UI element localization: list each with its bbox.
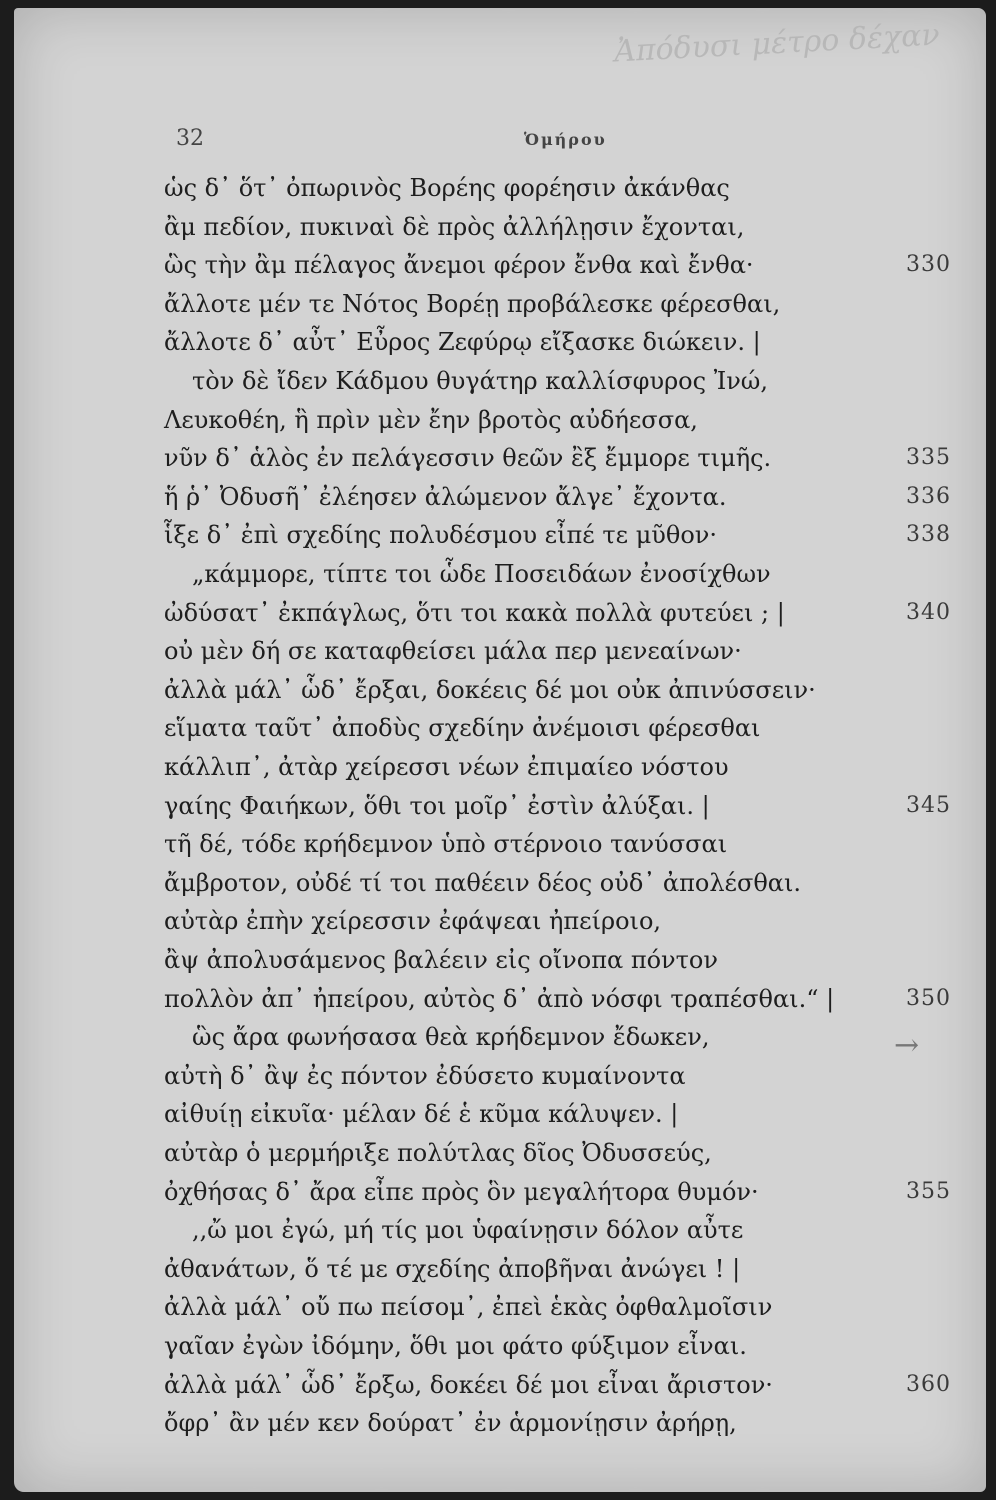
verse-line: αὐτὰρ ὁ μερμήριξε πολύτλας δῖος Ὀδυσσεύς,	[164, 1139, 712, 1167]
verse-line: Λευκοθέη, ἣ πρὶν μὲν ἔην βροτὸς αὐδήεσσα,	[164, 405, 698, 434]
verse-line: νῦν δ᾽ ἁλὸς ἐν πελάγεσσιν θεῶν ἒξ ἔμμορε τιμῆς.	[164, 444, 772, 473]
verse-line: ἷξε δ᾽ ἐπὶ σχεδίης πολυδέσμου εἶπέ τε μῦθον·	[164, 521, 718, 550]
verse-number: 338	[906, 522, 951, 548]
verse-line: ἥ ῥ᾽ Ὀδυσῆ᾽ ἐλέησεν ἀλώμενον ἄλγε᾽ ἔχοντα.	[164, 482, 727, 511]
verse-number: 340	[906, 599, 951, 625]
verse-line: ἀλλὰ μάλ᾽ ὧδ᾽ ἔρξαι, δοκέεις δέ μοι οὐκ ἀπινύσσειν·	[164, 675, 816, 704]
verse-line: γαίης Φαιήκων, ὅθι τοι μοῖρ᾽ ἐστὶν ἀλύξαι. |	[164, 791, 710, 820]
verse-number: 360	[906, 1371, 951, 1397]
verse-number: 336	[906, 483, 951, 509]
running-title: Ὁμήρου	[524, 130, 607, 149]
book-page	[14, 8, 986, 1492]
page-number: 32	[176, 126, 204, 151]
verse-line: αὐτὰρ ἐπὴν χείρεσσιν ἐφάψεαι ἠπείροιο,	[164, 907, 662, 936]
verse-line: εἵματα ταῦτ᾽ ἀποδὺς σχεδίην ἀνέμοισι φέρεσθαι	[164, 714, 761, 743]
verse-line: „κάμμορε, τίπτε τοι ὧδε Ποσειδάων ἐνοσίχθων	[192, 560, 771, 588]
verse-line: ἄλλοτε δ᾽ αὖτ᾽ Εὖρος Ζεφύρῳ εἴξασκε διώκειν. |	[164, 328, 761, 357]
verse-line: πολλὸν ἀπ᾽ ἠπείρου, αὐτὸς δ᾽ ἀπὸ νόσφι τραπέσθαι.“ |	[164, 984, 835, 1013]
verse-line: γαῖαν ἐγὼν ἰδόμην, ὅθι μοι φάτο φύξιμον εἶναι.	[164, 1332, 747, 1360]
verse-line: ὠδύσατ᾽ ἐκπάγλως, ὅτι τοι κακὰ πολλὰ φυτεύει ; |	[164, 598, 785, 627]
verse-number: 330	[906, 252, 951, 278]
verse-line: τῆ δέ, τόδε κρήδεμνον ὑπὸ στέρνοιο τανύσσαι	[164, 830, 728, 859]
verse-line: τὸν δὲ ἴδεν Κάδμου θυγάτηρ καλλίσφυρος Ἰνώ,	[192, 367, 768, 395]
verse-number: 345	[906, 792, 951, 818]
verse-line: ἀλλὰ μάλ᾽ ὧδ᾽ ἔρξω, δοκέει δέ μοι εἶναι ἄριστον·	[164, 1370, 773, 1399]
verse-line: ὡς δ᾽ ὅτ᾽ ὀπωρινὸς Βορέης φορέησιν ἀκάνθας	[164, 174, 730, 202]
verse-number: 335	[906, 445, 951, 471]
verse-number: 350	[906, 985, 951, 1011]
verse-line: ὣς τὴν ἂμ πέλαγος ἄνεμοι φέρον ἔνθα καὶ ἔνθα·	[164, 251, 754, 280]
verse-line: ὀχθήσας δ᾽ ἄρα εἶπε πρὸς ὃν μεγαλήτορα θυμόν·	[164, 1177, 759, 1206]
verse-line: ἄμβροτον, οὐδέ τί τοι παθέειν δέος οὐδ᾽ ἀπολέσθαι.	[164, 868, 802, 897]
verse-line: ἀλλὰ μάλ᾽ οὔ πω πείσομ᾽, ἐπεὶ ἑκὰς ὀφθαλμοῖσιν	[164, 1293, 773, 1322]
verse-line: ἂμ πεδίον, πυκιναὶ δὲ πρὸς ἀλλήλῃσιν ἔχονται,	[164, 212, 745, 241]
verse-line: ,,ὤ μοι ἐγώ, μή τίς μοι ὑφαίνῃσιν δόλον αὖτε	[192, 1216, 744, 1245]
verse-number: 355	[906, 1178, 951, 1204]
verse-line: οὐ μὲν δή σε καταφθείσει μάλα περ μενεαίνων·	[164, 637, 742, 666]
verse-line: αἰθυίῃ εἰκυῖα· μέλαν δέ ἑ κῦμα κάλυψεν. |	[164, 1100, 679, 1129]
verse-line: ἄλλοτε μέν τε Νότος Βορέῃ προβάλεσκε φέρεσθαι,	[164, 289, 781, 318]
verse-line: ὣς ἄρα φωνήσασα θεὰ κρήδεμνον ἔδωκεν,	[192, 1023, 710, 1052]
verse-line: ἂψ ἀπολυσάμενος βαλέειν εἰς οἴνοπα πόντον	[164, 946, 718, 974]
verse-line: ὄφρ᾽ ἂν μέν κεν δούρατ᾽ ἐν ἁρμονίῃσιν ἀρήρῃ,	[164, 1409, 737, 1438]
handwritten-arrow: →	[894, 1028, 920, 1063]
verse-line: αὐτὴ δ᾽ ἂψ ἐς πόντον ἐδύσετο κυμαίνοντα	[164, 1061, 686, 1090]
handwritten-note-top: Ἀπόδυσι μέτρο δέχαν	[613, 17, 941, 70]
verse-line: κάλλιπ᾽, ἀτὰρ χείρεσσι νέων ἐπιμαίεο νόστου	[164, 753, 729, 781]
page-header	[14, 126, 986, 156]
verse-line: ἀθανάτων, ὅ τέ με σχεδίης ἀποβῆναι ἀνώγει ! |	[164, 1254, 741, 1283]
